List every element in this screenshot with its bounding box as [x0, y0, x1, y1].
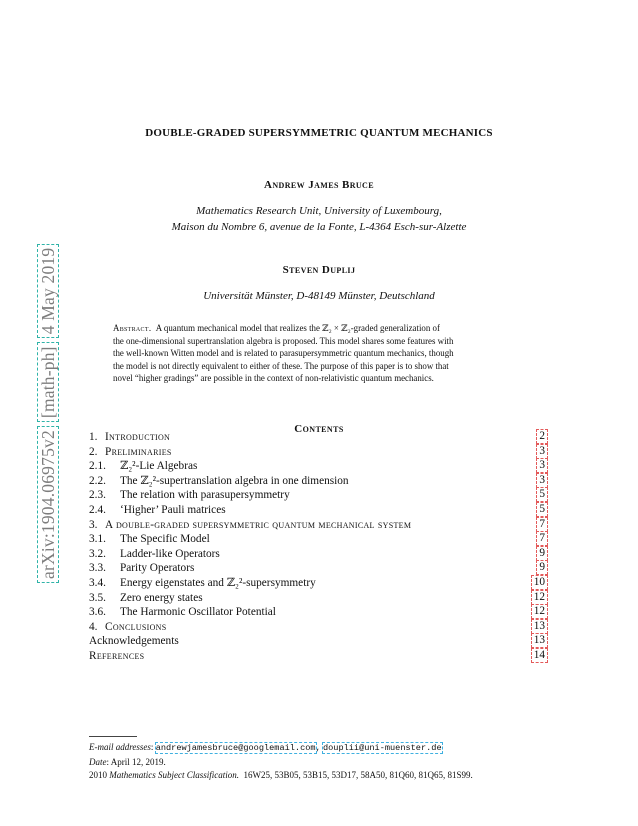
toc-number: 2.3.	[89, 489, 106, 502]
toc-page-link[interactable]: 5	[539, 502, 545, 515]
toc-page-link[interactable]: 14	[533, 648, 545, 661]
toc-number: 3.1.	[89, 533, 106, 546]
abstract-line-2: the one-dimensional supertranslation algebra is proposed. This model shares some features with	[113, 335, 454, 346]
toc-number: 3.	[89, 518, 98, 531]
email-label: E-mail addresses	[89, 742, 151, 752]
abstract-label: Abstract.	[113, 323, 152, 333]
toc-title[interactable]: A double-graded supersymmetric quantum mechanical system	[105, 518, 412, 531]
toc-entry[interactable]	[89, 518, 547, 533]
abstract-line-3: the well-known Witten model and is related to parasupersymmetric quantum mechanics, though	[113, 348, 454, 358]
author-affiliation-1-line2: Maison du Nombre 6, avenue de la Fonte, L-4364 Esch-sur-Alzette	[171, 221, 467, 233]
footnote-date: Date: April 12, 2019.	[89, 756, 166, 767]
author-affiliation-1-line1: Mathematics Research Unit, University of Luxembourg,	[196, 205, 442, 217]
toc-page-link[interactable]: 7	[539, 517, 545, 530]
abstract-line-4: the model is not directly equivalent to either of these. The purpose of this paper is to show that	[113, 360, 449, 371]
toc-page-link[interactable]: 10	[533, 575, 545, 588]
toc-title[interactable]: The ℤ₂²-supertranslation algebra in one dimension	[120, 474, 349, 487]
toc-title[interactable]: Ladder-like Operators	[120, 547, 220, 560]
toc-page-link[interactable]: 13	[533, 634, 545, 647]
author-name-1: Andrew James Bruce	[264, 179, 374, 191]
footnote-msc: 2010 Mathematics Subject Classification. 16W25, 53B05, 53B15, 53D17, 58A50, 81Q60, 81Q65, 81S99.	[89, 770, 473, 780]
toc-number: 4.	[89, 620, 98, 633]
toc-number: 1.	[89, 431, 98, 443]
toc-page-link[interactable]: 9	[539, 561, 545, 574]
toc-entry[interactable]	[89, 430, 547, 445]
author-name-2: Steven Duplij	[282, 264, 356, 276]
toc-number: 3.4.	[89, 576, 106, 589]
author-affiliation-2-line1: Universität Münster, D-48149 Münster, Deutschland	[203, 290, 435, 302]
toc-number: 3.5.	[89, 591, 106, 604]
toc-entry[interactable]	[89, 547, 547, 562]
date-label: Date	[89, 756, 107, 767]
toc-entry[interactable]	[89, 576, 547, 591]
toc-entry[interactable]	[89, 532, 547, 547]
toc-entry[interactable]	[89, 649, 547, 664]
abstract-line-5: novel “higher gradings” are possible in the context of non-relativistic quantum mechanics.	[113, 373, 434, 383]
footnotes	[89, 741, 549, 783]
toc-title[interactable]: References	[89, 649, 145, 662]
paper-title: DOUBLE-GRADED SUPERSYMMETRIC QUANTUM MECHANICS	[145, 127, 493, 139]
contents-heading: Contents	[294, 423, 344, 435]
toc-page-link[interactable]: 3	[539, 459, 545, 472]
footnote-emails: E-mail addresses: andrewjamesbruce@googlemail.com, douplii@uni-muenster.de	[89, 742, 442, 753]
email-link-1[interactable]: andrewjamesbruce@googlemail.com	[155, 743, 316, 753]
toc-title[interactable]: Preliminaries	[105, 445, 172, 458]
toc-title[interactable]: Energy eigenstates and ℤ₂²-supersymmetry	[120, 576, 316, 589]
toc-entry[interactable]	[89, 488, 547, 503]
toc-entry[interactable]	[89, 561, 547, 576]
abstract-line-1: Abstract. A quantum mechanical model that realizes the ℤ₂ × ℤ₂-graded generalization of	[113, 323, 440, 333]
toc-title[interactable]: ℤ₂²-Lie Algebras	[120, 460, 198, 473]
toc-page-link[interactable]: 2	[539, 430, 545, 442]
toc-page-link[interactable]: 12	[533, 605, 545, 618]
toc-number: 3.2.	[89, 547, 106, 560]
toc-entry[interactable]	[89, 620, 547, 635]
toc-page-link[interactable]: 9	[539, 546, 545, 559]
msc-label: Mathematics Subject Classification.	[109, 770, 239, 780]
toc-page-link[interactable]: 13	[533, 619, 545, 632]
toc-page-link[interactable]: 3	[539, 473, 545, 486]
toc-page-link[interactable]: 3	[539, 444, 545, 457]
toc-title[interactable]: Parity Operators	[120, 562, 195, 575]
toc-number: 2.	[89, 445, 98, 458]
toc-entry[interactable]	[89, 605, 547, 620]
arxiv-date: 4 May 2019	[38, 245, 58, 338]
toc-entry[interactable]	[89, 445, 547, 460]
email-link-2[interactable]: douplii@uni-muenster.de	[322, 743, 442, 753]
toc-entry[interactable]	[89, 459, 547, 474]
toc-title[interactable]: The relation with parasupersymmetry	[120, 489, 290, 502]
toc-number: 3.3.	[89, 562, 106, 575]
toc-number: 3.6.	[89, 606, 106, 619]
toc-entry[interactable]	[89, 634, 547, 649]
toc-title[interactable]: The Harmonic Oscillator Potential	[120, 606, 276, 619]
abstract	[113, 322, 513, 385]
toc-entry[interactable]	[89, 591, 547, 606]
toc-title[interactable]: Introduction	[105, 431, 171, 443]
toc-title[interactable]: Conclusions	[105, 620, 167, 633]
arxiv-id-link[interactable]: arXiv:1904.06975v2	[38, 427, 58, 582]
table-of-contents	[89, 430, 547, 664]
toc-page-link[interactable]: 5	[539, 488, 545, 501]
toc-number: 2.2.	[89, 474, 106, 487]
toc-number: 2.1.	[89, 460, 106, 473]
footnote-rule	[89, 736, 137, 737]
toc-page-link[interactable]: 12	[533, 590, 545, 603]
toc-title[interactable]: Acknowledgements	[89, 635, 179, 648]
toc-number: 2.4.	[89, 503, 106, 516]
toc-title[interactable]: The Specific Model	[120, 533, 210, 546]
toc-title[interactable]: ‘Higher’ Pauli matrices	[120, 503, 226, 516]
toc-title[interactable]: Zero energy states	[120, 591, 203, 604]
toc-entry[interactable]	[89, 474, 547, 489]
toc-page-link[interactable]: 7	[539, 532, 545, 545]
arxiv-category-link[interactable]: [math-ph]	[38, 343, 58, 421]
toc-entry[interactable]	[89, 503, 547, 518]
